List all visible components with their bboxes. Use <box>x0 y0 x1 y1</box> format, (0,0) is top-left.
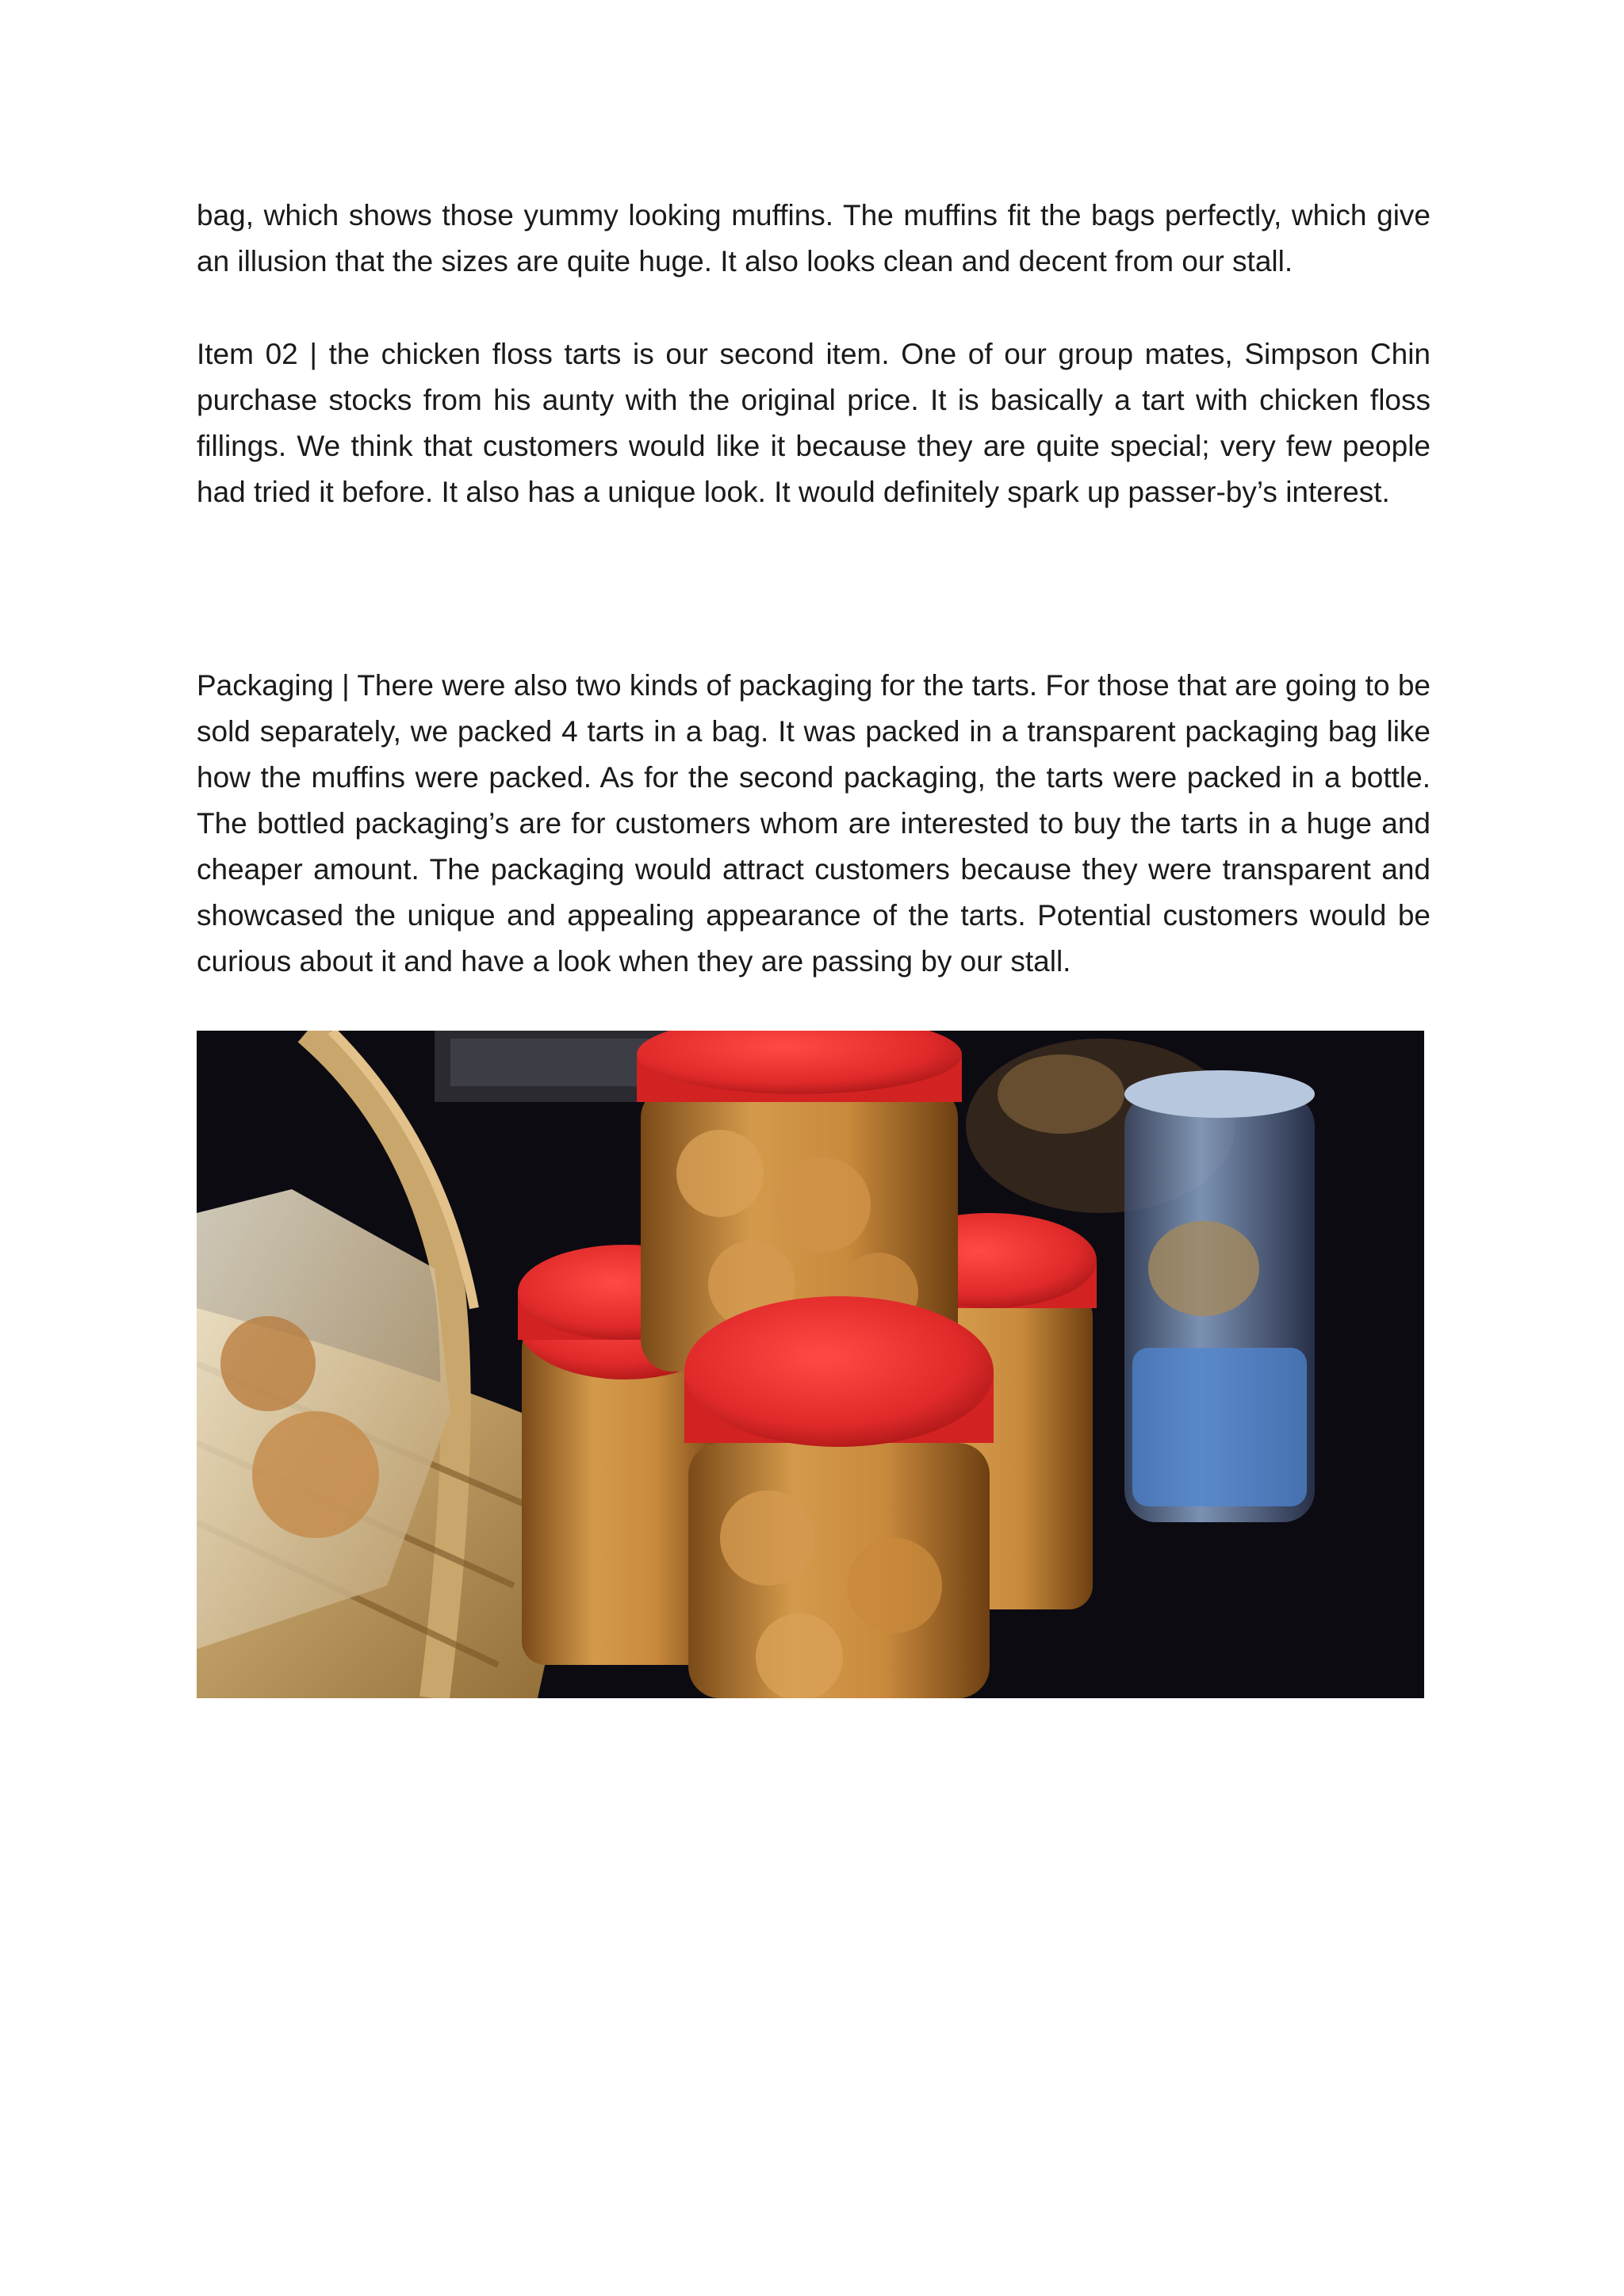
glass-jar-coins <box>1124 1070 1315 1522</box>
tart-jars-photo <box>197 1031 1424 1698</box>
paragraph-muffin-packaging: bag, which shows those yummy looking muffins. The muffins fit the bags perfectly, which give an illusion that the sizes are quite huge. It also looks clean and decent from our stall. <box>197 199 1431 277</box>
paragraph-item-02: Item 02 | the chicken floss tarts is our second item. One of our group mates, Simpson Chin purchase stocks from his aunty with the original price. It is basically a tart with chicken floss fillings. We think that customers would like it because they are quite special; very few people had tried it before. It also has a unique look. It would definitely spark up passer-by’s interest. <box>197 338 1431 508</box>
tart-jar-front <box>684 1296 994 1698</box>
paragraph-packaging: Packaging | There were also two kinds of packaging for the tarts. For those that are going to be sold separately, we packed 4 tarts in a bag. It was packed in a transparent packaging bag like how the muffins were packed. As for the second packaging, the tarts were packed in a bottle. The bottled packaging’s are for customers whom are interested to buy the tarts in a huge and cheaper amount. The packaging would attract customers because they were transparent and showcased the unique and appealing appearance of the tarts. Potential customers would be curious about it and have a look when they are passing by our stall. <box>197 669 1431 978</box>
tart-jars-illustration <box>197 1031 1424 1698</box>
